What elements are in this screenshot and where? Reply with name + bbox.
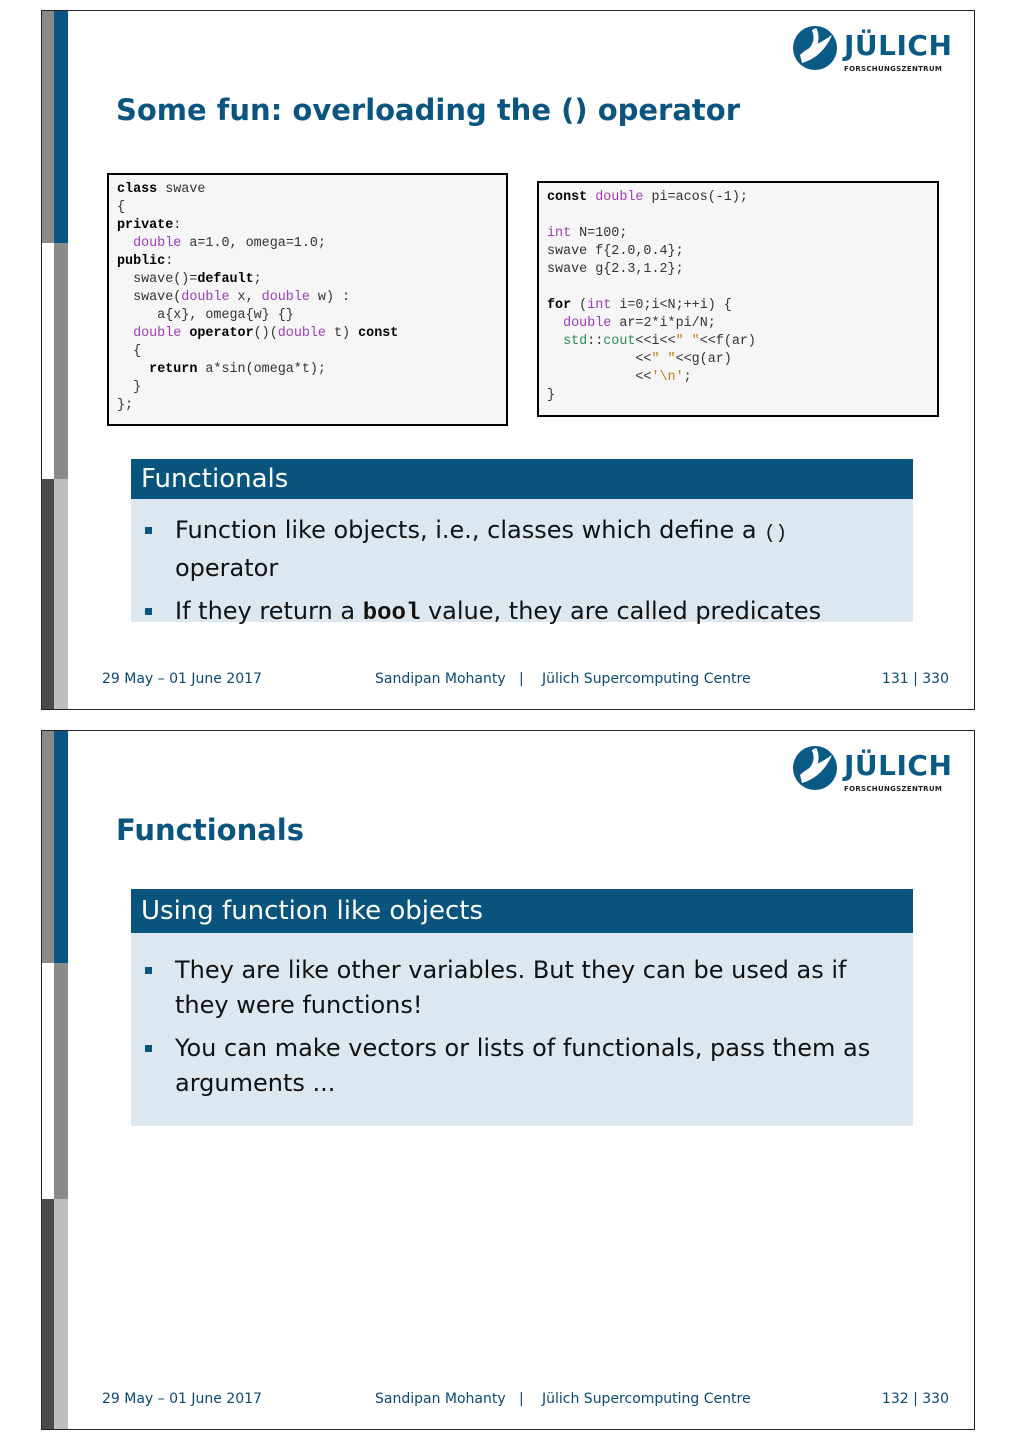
- bullet-icon: [145, 1045, 152, 1052]
- list-item: [143, 594, 895, 631]
- side-bar: [42, 731, 68, 1429]
- julich-logo-mark-icon: [792, 745, 838, 791]
- list-item: [143, 513, 895, 586]
- footer-date: 29 May – 01 June 2017: [102, 671, 262, 687]
- bullet-icon: [145, 967, 152, 974]
- list-item: [143, 953, 895, 1023]
- item-text: Function like objects, i.e., classes which define a: [175, 516, 765, 544]
- julich-logo: [792, 23, 952, 79]
- item-text: If they return a: [175, 597, 363, 625]
- logo-wordmark: JÜLICH: [844, 29, 953, 62]
- block-functionals: [131, 459, 913, 627]
- footer-separator: |: [519, 671, 524, 687]
- slide-132: [41, 730, 975, 1430]
- footer-presenter: Sandipan Mohanty: [375, 671, 506, 687]
- page-current: 131: [881, 671, 909, 687]
- julich-logo-mark-icon: [792, 25, 838, 71]
- slide-title: Functionals: [116, 813, 304, 847]
- block-using-function-like-objects: [131, 889, 913, 1126]
- page-total: 330: [922, 671, 949, 687]
- slide-131: [41, 10, 975, 710]
- inline-code: bool: [362, 600, 421, 627]
- footer-separator: |: [519, 1391, 524, 1407]
- side-bar: [42, 11, 68, 709]
- logo-wordmark: JÜLICH: [844, 749, 953, 782]
- footer-page-number: 131 | 330: [881, 671, 949, 687]
- julich-logo: [792, 743, 952, 799]
- block-body: [131, 933, 913, 1126]
- footer-date: 29 May – 01 June 2017: [102, 1391, 262, 1407]
- item-text: operator: [175, 554, 279, 582]
- bullet-icon: [145, 527, 152, 534]
- list-item: [143, 1031, 895, 1101]
- footer-presenter: Sandipan Mohanty: [375, 1391, 506, 1407]
- item-text: You can make vectors or lists of functionals, pass them as arguments ...: [175, 1034, 871, 1097]
- footer-organization: Jülich Supercomputing Centre: [542, 1391, 751, 1407]
- bullet-icon: [145, 608, 152, 615]
- inline-code: (): [764, 522, 788, 544]
- block-title: Functionals: [131, 459, 913, 499]
- footer-organization: Jülich Supercomputing Centre: [542, 671, 751, 687]
- logo-subtitle: FORSCHUNGSZENTRUM: [844, 65, 943, 73]
- footer-page-number: 132 | 330: [881, 1391, 949, 1407]
- block-title: Using function like objects: [131, 889, 913, 933]
- block-body: [131, 499, 913, 627]
- page-current: 132: [881, 1391, 909, 1407]
- logo-subtitle: FORSCHUNGSZENTRUM: [844, 785, 943, 793]
- item-text: value, they are called predicates: [420, 597, 822, 625]
- slide-title: Some fun: overloading the () operator: [116, 93, 741, 127]
- code-block-swave-class: class swave { private: double a=1.0, omega=1.0; public: swave()=default; swave(double x, double w) : a{x}, omega{w} {} double operator()(double t) const { return a*sin(omega*t); } };: [107, 173, 508, 426]
- code-block-swave-usage: const double pi=acos(-1); int N=100; swave f{2.0,0.4}; swave g{2.3,1.2}; for (int i=0;i<N;++i) { double ar=2*i*pi/N; std::cout<<i<<" "<<f(ar) <<" "<<g(ar) <<'\n'; }: [537, 181, 939, 417]
- item-text: They are like other variables. But they can be used as if they were functions!: [175, 956, 847, 1019]
- page-total: 330: [922, 1391, 949, 1407]
